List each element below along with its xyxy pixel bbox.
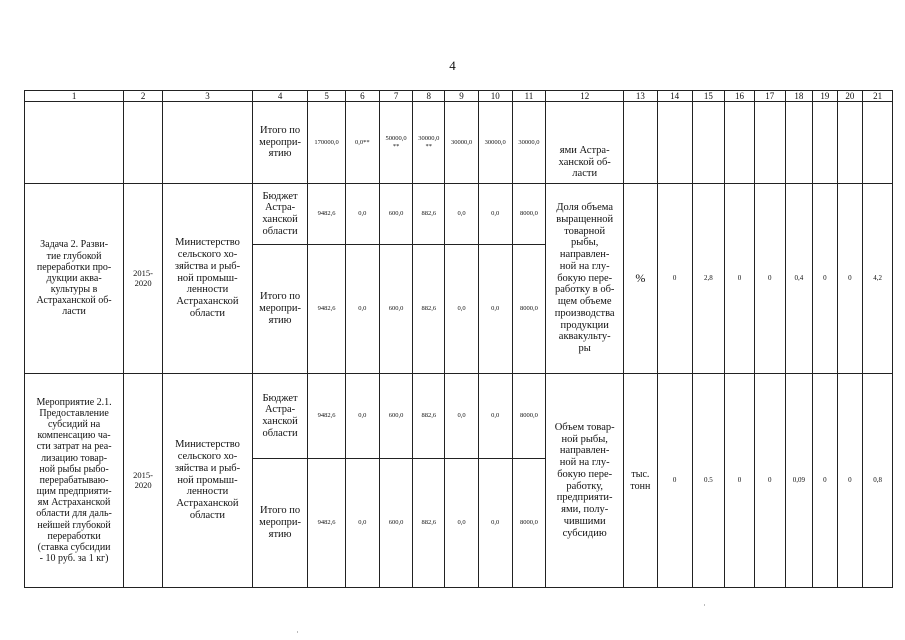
funding-source-cell: Итого по меропри- ятию [252, 102, 307, 184]
col-header: 10 [478, 91, 512, 102]
amount-cell: 0,0 [345, 459, 379, 588]
empty-cell [754, 102, 785, 184]
years-cell: 2015- 2020 [124, 184, 163, 374]
indicator-value-cell: 0 [837, 374, 863, 588]
page-number: 4 [449, 58, 456, 73]
amount-cell: 600,0 [379, 184, 413, 245]
amount-cell: 0,0 [478, 374, 512, 459]
amount-cell: 600,0 [379, 459, 413, 588]
col-header: 9 [445, 91, 479, 102]
amount-cell: 0,0 [478, 245, 512, 374]
indicator-cell: Объем товар- ной рыбы, направлен- ной на глу- бокую пере- работку, предприяти- ями, полу- чившими субсидию [546, 374, 624, 588]
funding-source-cell: Бюджет Астра- ханской области [252, 374, 307, 459]
indicator-value-cell: 0 [725, 374, 755, 588]
amount-cell: 50000,0 ** [379, 102, 413, 184]
indicator-cell: ями Астра- ханской об- ласти [546, 102, 624, 184]
indicator-cell: Доля объема выращенной товарной рыбы, направлен- ной на глу- бокую пере- работку в об- щем объеме производства продукции аквакульту- ры [546, 184, 624, 374]
amount-cell: 30000,0 [478, 102, 512, 184]
col-header: 1 [25, 91, 124, 102]
unit-cell: тыс. тонн [624, 374, 658, 588]
program-table [24, 90, 893, 588]
empty-cell [163, 102, 253, 184]
col-header: 7 [379, 91, 413, 102]
empty-cell [25, 102, 124, 184]
amount-cell: 8000,0 [512, 459, 546, 588]
years-cell: 2015- 2020 [124, 374, 163, 588]
col-header: 14 [657, 91, 692, 102]
amount-cell: 0,0 [445, 459, 479, 588]
header-row [25, 91, 893, 102]
col-header: 5 [308, 91, 346, 102]
task-name-cell: Задача 2. Разви- тие глубокой переработки про- дукции аква- культуры в Астраханской об- ласти [25, 184, 124, 374]
empty-cell [813, 102, 838, 184]
indicator-value-cell: 0 [837, 184, 863, 374]
col-header: 20 [837, 91, 863, 102]
amount-cell: 882,6 [413, 374, 445, 459]
amount-cell: 0,0 [445, 374, 479, 459]
amount-cell: 9482,6 [308, 459, 346, 588]
empty-cell [657, 102, 692, 184]
amount-cell: 0,0 [478, 184, 512, 245]
indicator-value-cell: 4,2 [863, 184, 893, 374]
funding-source-cell: Бюджет Астра- ханской области [252, 184, 307, 245]
amount-cell: 9482,6 [308, 184, 346, 245]
col-header: 21 [863, 91, 893, 102]
amount-cell: 30000,0 ** [413, 102, 445, 184]
col-header: 2 [124, 91, 163, 102]
indicator-value-cell: 0,8 [863, 374, 893, 588]
empty-cell [863, 102, 893, 184]
amount-cell: 0,0 [445, 245, 479, 374]
scan-speck [297, 631, 298, 633]
amount-cell: 0,0** [345, 102, 379, 184]
indicator-value-cell: 0 [657, 184, 692, 374]
table-row [25, 102, 893, 184]
measure-name-cell: Мероприятие 2.1. Предоставление субсидий на компенсацию ча- сти затрат на реа- лизацию товар- ной рыбы рыбо- перерабатываю- щим предприяти- ям Астраханской области для даль- нейшей глубокой переработки (ставка субсидии - 10 руб. за 1 кг) [25, 374, 124, 588]
col-header: 18 [785, 91, 813, 102]
col-header: 15 [692, 91, 725, 102]
table-row [25, 374, 893, 459]
table-row [25, 184, 893, 245]
empty-cell [624, 102, 658, 184]
col-header: 12 [546, 91, 624, 102]
funding-source-cell: Итого по меропри- ятию [252, 459, 307, 588]
empty-cell [725, 102, 755, 184]
col-header: 13 [624, 91, 658, 102]
indicator-value-cell: 0 [657, 374, 692, 588]
amount-cell: 0,0 [445, 184, 479, 245]
amount-cell: 0,0 [345, 245, 379, 374]
indicator-value-cell: 0,4 [785, 184, 813, 374]
indicator-value-cell: 0.5 [692, 374, 725, 588]
amount-cell: 9482,6 [308, 374, 346, 459]
indicator-value-cell: 0 [813, 374, 838, 588]
executor-cell: Министерство сельского хо- зяйства и рыб- ной промыш- ленности Астраханской области [163, 184, 253, 374]
amount-cell: 8000,0 [512, 245, 546, 374]
amount-cell: 0,0 [345, 184, 379, 245]
amount-cell: 9482,6 [308, 245, 346, 374]
amount-cell: 882,6 [413, 459, 445, 588]
col-header: 8 [413, 91, 445, 102]
amount-cell: 0,0 [478, 459, 512, 588]
executor-cell: Министерство сельского хо- зяйства и рыб- ной промыш- ленности Астраханской области [163, 374, 253, 588]
unit-cell: % [624, 184, 658, 374]
indicator-value-cell: 0 [813, 184, 838, 374]
amount-cell: 600,0 [379, 374, 413, 459]
indicator-value-cell: 2,8 [692, 184, 725, 374]
empty-cell [124, 102, 163, 184]
amount-cell: 882,6 [413, 245, 445, 374]
col-header: 11 [512, 91, 546, 102]
col-header: 17 [754, 91, 785, 102]
amount-cell: 30000,0 [445, 102, 479, 184]
amount-cell: 8000,0 [512, 374, 546, 459]
funding-source-cell: Итого по меропри- ятию [252, 245, 307, 374]
indicator-value-cell: 0 [725, 184, 755, 374]
amount-cell: 170000,0 [308, 102, 346, 184]
col-header: 3 [163, 91, 253, 102]
indicator-value-cell: 0,09 [785, 374, 813, 588]
col-header: 19 [813, 91, 838, 102]
indicator-value-cell: 0 [754, 184, 785, 374]
empty-cell [692, 102, 725, 184]
amount-cell: 30000,0 [512, 102, 546, 184]
col-header: 6 [345, 91, 379, 102]
indicator-value-cell: 0 [754, 374, 785, 588]
amount-cell: 0,0 [345, 374, 379, 459]
col-header: 4 [252, 91, 307, 102]
amount-cell: 600,0 [379, 245, 413, 374]
amount-cell: 882,6 [413, 184, 445, 245]
empty-cell [785, 102, 813, 184]
col-header: 16 [725, 91, 755, 102]
amount-cell: 8000,0 [512, 184, 546, 245]
empty-cell [837, 102, 863, 184]
scan-speck [704, 604, 705, 606]
